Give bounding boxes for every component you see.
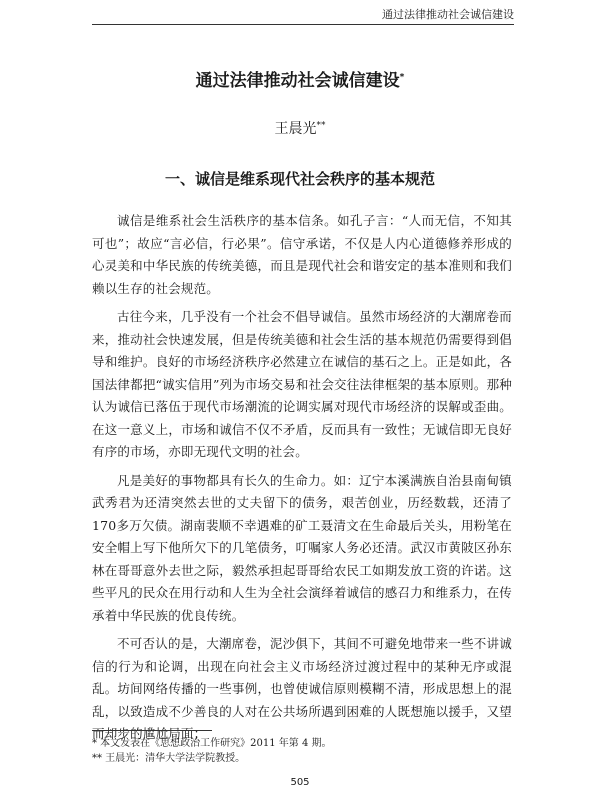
article-title-text: 通过法律推动社会诚信建设 bbox=[195, 71, 400, 91]
article-title bbox=[0, 66, 600, 91]
section-heading: 一、诚信是维系现代社会秩序的基本规范 bbox=[164, 170, 435, 188]
paragraph: 不可否认的是，大潮席卷，泥沙俱下，其间不可避免地带来一些不讲诚信的行为和论调，出现在向社会主义市场经济过渡过程中的某种无序或混乱。坊间网络传播的一些事例，也曾使诚信原则模糊不清，形成思想上的混乱，以致造成不少善良的人对在公共场所遇到困难的人既想施以援手，又望而却步的尴尬局面； bbox=[92, 636, 512, 741]
author-note-mark: ** bbox=[316, 120, 326, 131]
paragraph: 古往今来，几乎没有一个社会不倡导诚信。虽然市场经济的大潮席卷而来，推动社会快速发展，但是传统美德和社会生活的基本规范仍需要得到倡导和维护。良好的市场经济秩序必然建立在诚信的基石之上。正是如此，各国法律都把“诚实信用”列为市场交易和社会交往法律框架的基本原则。那种认为诚信已落伍于现代市场潮流的论调实属对现代市场经济的误解或歪曲。在这一意义上，市场和诚信不仅不矛盾，反而具有一致性；无诚信即无良好有序的市场，亦即无现代文明的社会。 bbox=[92, 309, 512, 459]
paragraph: 凡是美好的事物都具有长久的生命力。如：辽宁本溪满族自治县南甸镇武秀君为还清突然去世的丈夫留下的债务，艰苦创业，历经数载，还清了170多万欠债。湖南裴顺不幸遇难的矿工聂清文在生命最后关头，用粉笔在安全帽上写下他所欠下的几笔债务，叮嘱家人务必还清。武汉市黄陂区孙东林在哥哥意外去世之际，毅然承担起哥哥给农民工如期发放工资的许诺。这些平凡的民众在用行动和人生为全社会演绎着诚信的感召力和维系力，在传承着中华民族的优良传统。 bbox=[92, 472, 512, 623]
footnote-rule bbox=[92, 730, 212, 731]
footnote: * 本文发表在《思想政治工作研究》2011 年第 4 期。 bbox=[92, 738, 332, 749]
running-head: 通过法律推动社会诚信建设 bbox=[382, 8, 514, 21]
article-body bbox=[92, 210, 512, 752]
header-rule bbox=[92, 24, 514, 25]
paragraph: 诚信是维系社会生活秩序的基本信条。如孔子言：“人而无信，不知其可也”；故应“言必信，行必果”。信守承诺，不仅是人内心道德修养形成的心灵美和中华民族的传统美德，而且是现代社会和谐安定的基本准则和我们赖以生存的社会规范。 bbox=[92, 213, 512, 296]
author-name: 王晨光 bbox=[274, 121, 317, 137]
footnote: ** 王晨光：清华大学法学院教授。 bbox=[92, 753, 246, 764]
footnotes bbox=[92, 736, 332, 766]
title-note-mark: * bbox=[399, 72, 405, 83]
author bbox=[0, 118, 600, 138]
page-number: 505 bbox=[290, 777, 310, 788]
